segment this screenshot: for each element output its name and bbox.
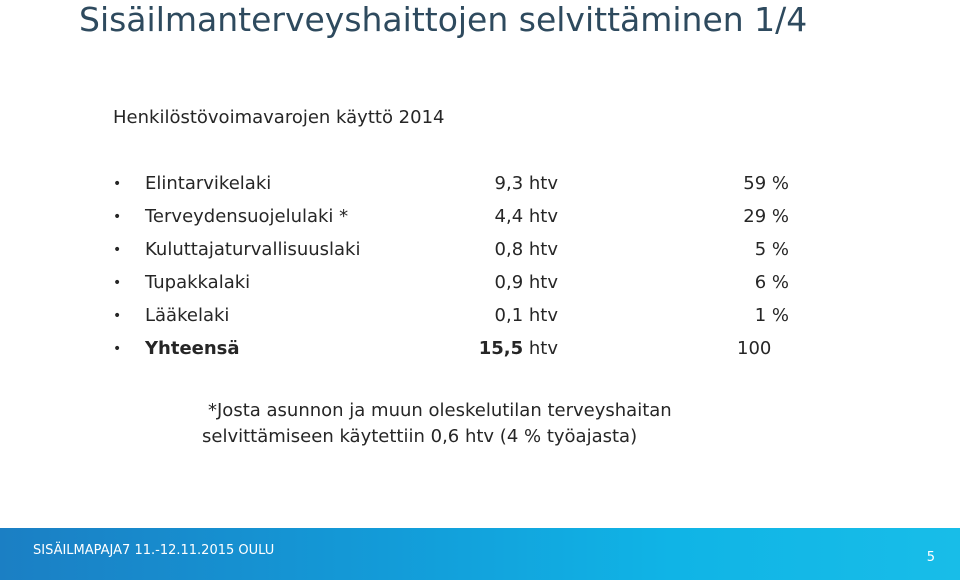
page-number: 5	[926, 550, 935, 565]
total-value	[479, 335, 558, 363]
bullet-icon: •	[113, 341, 122, 357]
item-value: 0,1 htv	[494, 305, 558, 326]
total-percent: 100	[737, 338, 772, 359]
item-label: Elintarvikelaki	[145, 173, 272, 194]
item-percent: 59 %	[743, 173, 789, 194]
bullet-icon: •	[113, 242, 122, 258]
footer-bar	[0, 528, 960, 580]
item-percent: 6 %	[754, 272, 789, 293]
slide-title: Sisäilmanterveyshaittojen selvittäminen 1/4	[79, 0, 808, 39]
total-value-number: 15,5	[478, 338, 524, 359]
list-item	[113, 203, 813, 236]
total-value-unit: htv	[523, 338, 558, 359]
item-percent: 29 %	[743, 206, 789, 227]
list-item	[113, 236, 813, 269]
bullet-icon: •	[113, 308, 122, 324]
item-value: 0,9 htv	[494, 272, 558, 293]
item-percent: 1 %	[754, 305, 789, 326]
bullet-list	[113, 170, 813, 368]
item-value: 0,8 htv	[494, 239, 558, 260]
footnote-line-2: selvittämiseen käytettiin 0,6 htv (4 % työajasta)	[202, 426, 638, 447]
total-row	[113, 335, 813, 368]
item-value: 9,3 htv	[494, 173, 558, 194]
slide-subtitle: Henkilöstövoimavarojen käyttö 2014	[113, 107, 445, 128]
item-percent: 5 %	[754, 239, 789, 260]
bullet-icon: •	[113, 275, 122, 291]
list-item	[113, 269, 813, 302]
item-label: Terveydensuojelulaki *	[145, 206, 349, 227]
total-label: Yhteensä	[145, 338, 240, 359]
item-label: Lääkelaki	[145, 305, 230, 326]
bullet-icon: •	[113, 209, 122, 225]
footnote-line-1: *Josta asunnon ja muun oleskelutilan terveyshaitan	[208, 400, 672, 421]
list-item	[113, 302, 813, 335]
bullet-icon: •	[113, 176, 122, 192]
list-item	[113, 170, 813, 203]
item-label: Tupakkalaki	[145, 272, 251, 293]
item-label: Kuluttajaturvallisuuslaki	[145, 239, 361, 260]
item-value: 4,4 htv	[494, 206, 558, 227]
footer-event-text: SISÄILMAPAJA7 11.-12.11.2015 OULU	[33, 543, 275, 558]
footnote	[202, 398, 672, 450]
